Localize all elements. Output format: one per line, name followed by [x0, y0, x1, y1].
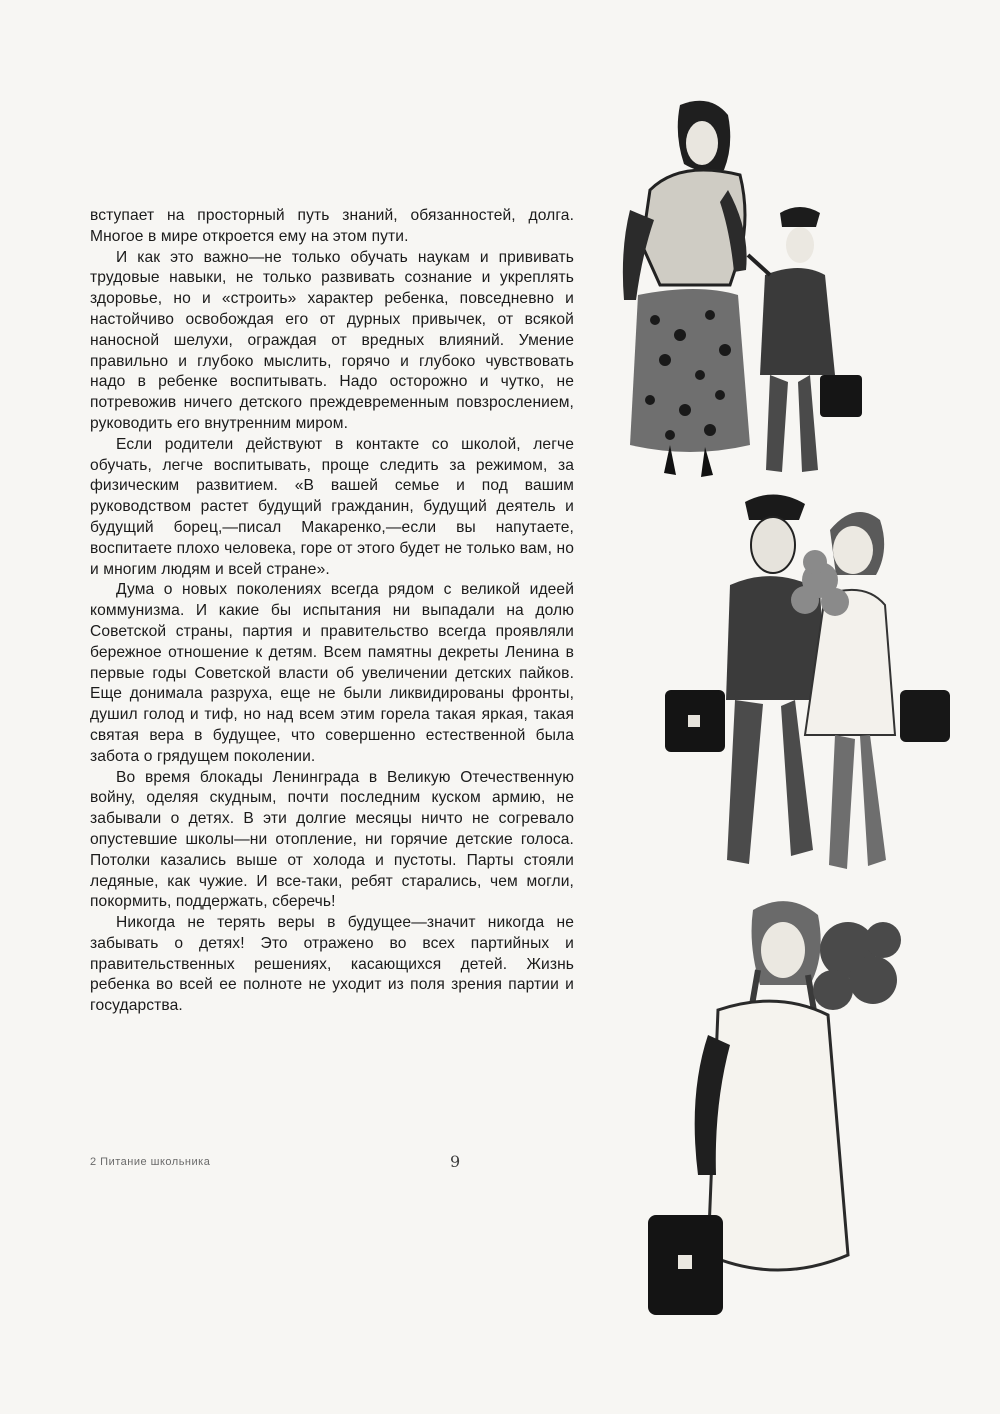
paragraph: Никогда не терять веры в будущее—значит никогда не забывать о детях! Это отражено во всех партийных и правительственных решениях, касающихся детей. Жизнь ребенка во всей ее полноте не уходит из поля зрения партии и государства. [90, 914, 574, 1015]
girl-figure [648, 901, 901, 1315]
body-text [90, 206, 574, 1017]
paragraph: Дума о новых поколениях всегда рядом с великой идеей коммунизма. И какие бы испытания ни выпадали на долю Советской страны, партия и правительство всегда проявляли бережное отношение к детям. Всем памятны декреты Ленина в первые годы Советской власти об увеличении детских пайков. Еще донимала разруха, еще не были ликвидированы фронты, душил голод и тиф, но над всем этим горела такая яркая, такая святая вера в будущее, что совершенно естественной была забота о грядущем поколении. [90, 581, 574, 765]
signature-footnote: 2 Питание школьника [90, 1156, 211, 1168]
boy-with-cap-figure [665, 494, 826, 864]
paragraph: Во время блокады Ленинграда в Великую Отечественную войну, оделяя скудным, почти последним куском армию, не забывали о детях. В эти долгие месяцы ничто не согревало опустевшие школы—ни отопление, ни горячие детские голоса. Потолки казались выше от холода и пустоты. Парты стояли ледяные, как чужие. И все-таки, ребят старались, чем могли, покормить, поддержать, сберечь! [90, 768, 574, 911]
paragraph: И как это важно—не только обучать наукам и прививать трудовые навыки, не только развивать сознание и укреплять здоровье, но и «строить» характер ребенка, повседневно и настойчиво освобождая его от дурных привычек, от всякой наносной шелухи, ограждая от вредных влияний. Умение правильно и глубоко мыслить, горячо и глубоко чувствовать надо в ребенке воспитывать. Надо осторожно и чутко, не потревожив ничего детского преждевременным повзрослением, руководить его внутренним миром. [90, 248, 574, 432]
illustration-girl-with-bouquet [618, 895, 918, 1335]
schoolboy-figure [748, 207, 862, 472]
woman-figure [623, 101, 750, 477]
paragraph: вступает на просторный путь знаний, обязанностей, долга. Многое в мире откроется ему на этом пути. [90, 207, 574, 245]
page-number: 9 [450, 1152, 461, 1171]
girl-with-flowers-figure [791, 512, 950, 869]
illustration-mother-and-son [610, 95, 900, 485]
illustration-boy-and-girl [655, 490, 955, 880]
paragraph: Если родители действуют в контакте со школой, легче обучать, легче воспитывать, проще следить за режимом, за физическим развитием. «В вашей семье и под вашим руководством растет будущий гражданин, будущий деятель и будущий борец,—писал Макаренко,—если вы напутаете, воспитаете плохо человека, горе от этого будет не только вам, но и многим людям и всей стране». [90, 435, 574, 578]
